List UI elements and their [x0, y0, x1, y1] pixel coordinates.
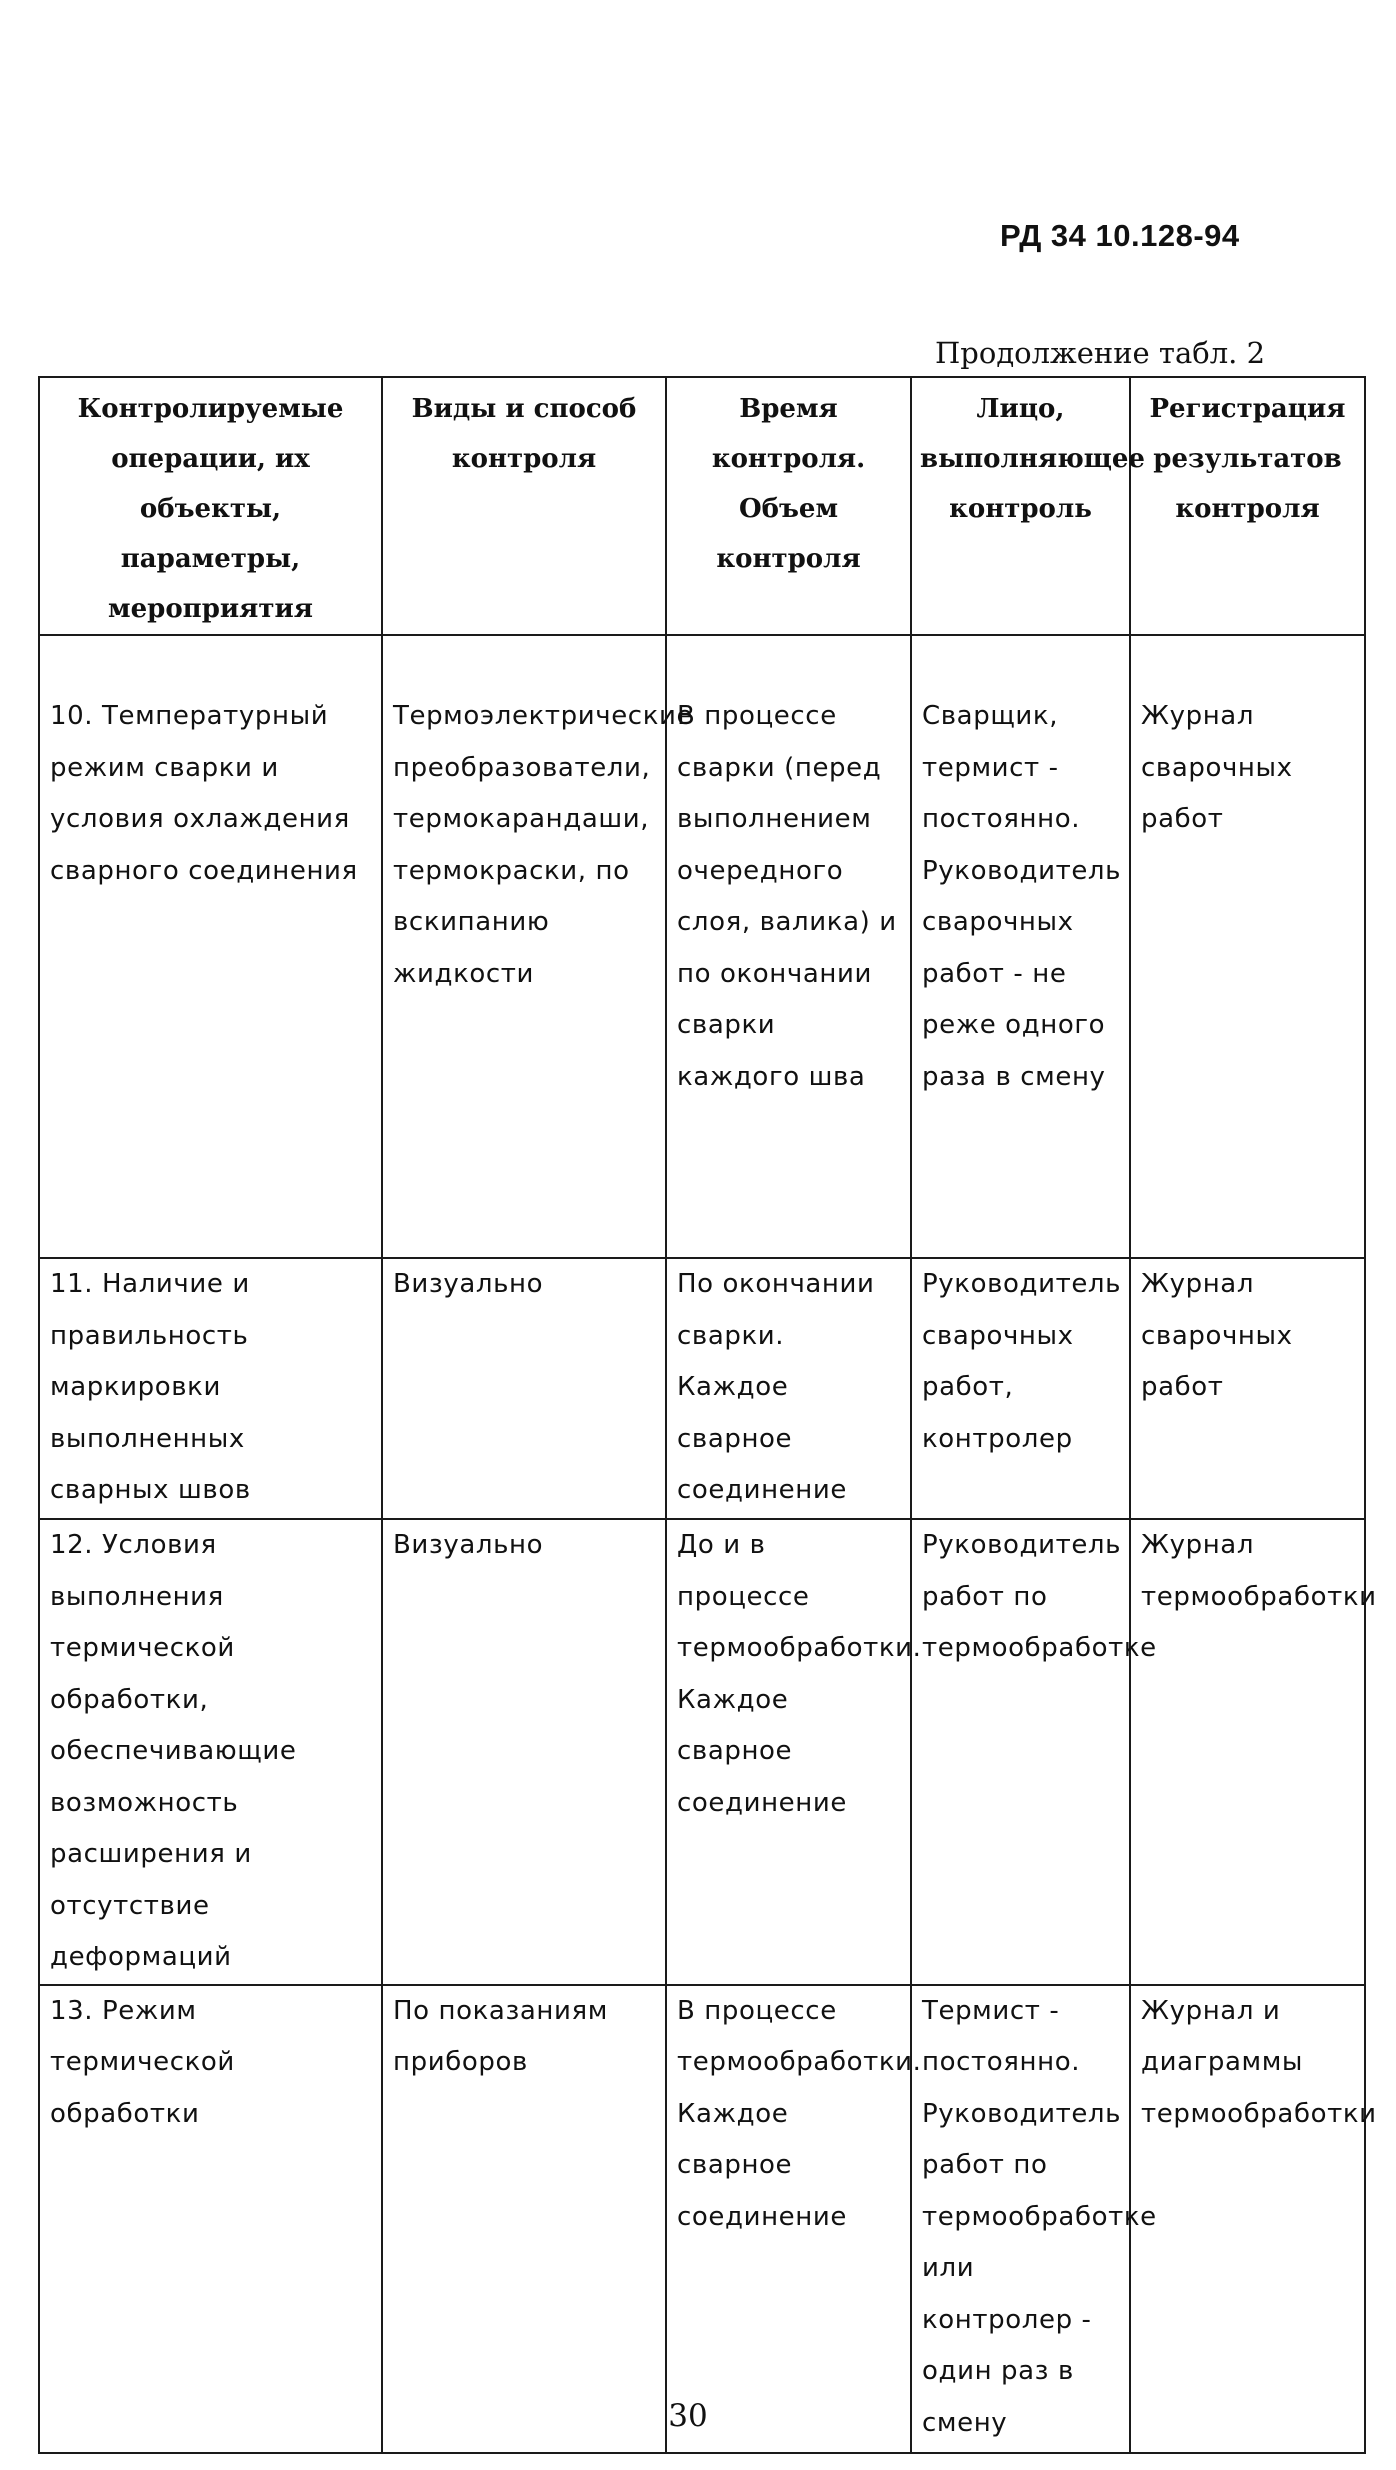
table-row — [39, 1258, 1365, 1519]
table-row — [39, 1519, 1365, 1985]
cell-time: В процессе термообработки. Каждое сварное соединение — [666, 1985, 911, 2453]
header-result-registration: Регистрация результатов контроля — [1130, 377, 1365, 635]
cell-method: Термоэлектрические преобразователи, термокарандаши, термокраски, по вскипанию жидкости — [382, 635, 666, 1258]
cell-operation: 10. Температурный режим сварки и условия охлаждения сварного соединения — [39, 635, 382, 1258]
cell-registration: Журнал сварочных работ — [1130, 635, 1365, 1258]
table-row — [39, 635, 1365, 1258]
table-header-row — [39, 377, 1365, 635]
cell-person: Термист - постоянно. Руководитель работ по термообработке или контролер - один раз в смену — [911, 1985, 1130, 2453]
header-control-time: Время контроля. Объем контроля — [666, 377, 911, 635]
cell-operation: 12. Условия выполнения термической обработки, обеспечивающие возможность расширения и отсутствие деформаций — [39, 1519, 382, 1985]
cell-person: Руководитель сварочных работ, контролер — [911, 1258, 1130, 1519]
document-code: РД 34 10.128-94 — [1000, 218, 1240, 253]
header-controlled-operations: Контролируемые операции, их объекты, параметры, мероприятия — [39, 377, 382, 635]
cell-operation: 13. Режим термической обработки — [39, 1985, 382, 2453]
control-table — [38, 376, 1377, 2454]
cell-person: Руководитель работ по термообработке — [911, 1519, 1130, 1985]
cell-time: До и в процессе термообработки. Каждое сварное соединение — [666, 1519, 911, 1985]
cell-method: Визуально — [382, 1258, 666, 1519]
cell-method: Визуально — [382, 1519, 666, 1985]
cell-person: Сварщик, термист - постоянно. Руководитель сварочных работ - не реже одного раза в смену — [911, 635, 1130, 1258]
cell-method: По показаниям приборов — [382, 1985, 666, 2453]
header-control-person: Лицо, выполняющее контроль — [911, 377, 1130, 635]
header-control-method: Виды и способ контроля — [382, 377, 666, 635]
table-row — [39, 1985, 1365, 2453]
cell-registration: Журнал и диаграммы термообработки — [1130, 1985, 1365, 2453]
cell-registration: Журнал термообработки — [1130, 1519, 1365, 1985]
cell-time: По окончании сварки. Каждое сварное соединение — [666, 1258, 911, 1519]
page-number: 30 — [668, 2398, 708, 2434]
cell-registration: Журнал сварочных работ — [1130, 1258, 1365, 1519]
table-caption: Продолжение табл. 2 — [935, 336, 1266, 370]
cell-operation: 11. Наличие и правильность маркировки выполненных сварных швов — [39, 1258, 382, 1519]
cell-time: В процессе сварки (перед выполнением очередного слоя, валика) и по окончании сварки каждого шва — [666, 635, 911, 1258]
